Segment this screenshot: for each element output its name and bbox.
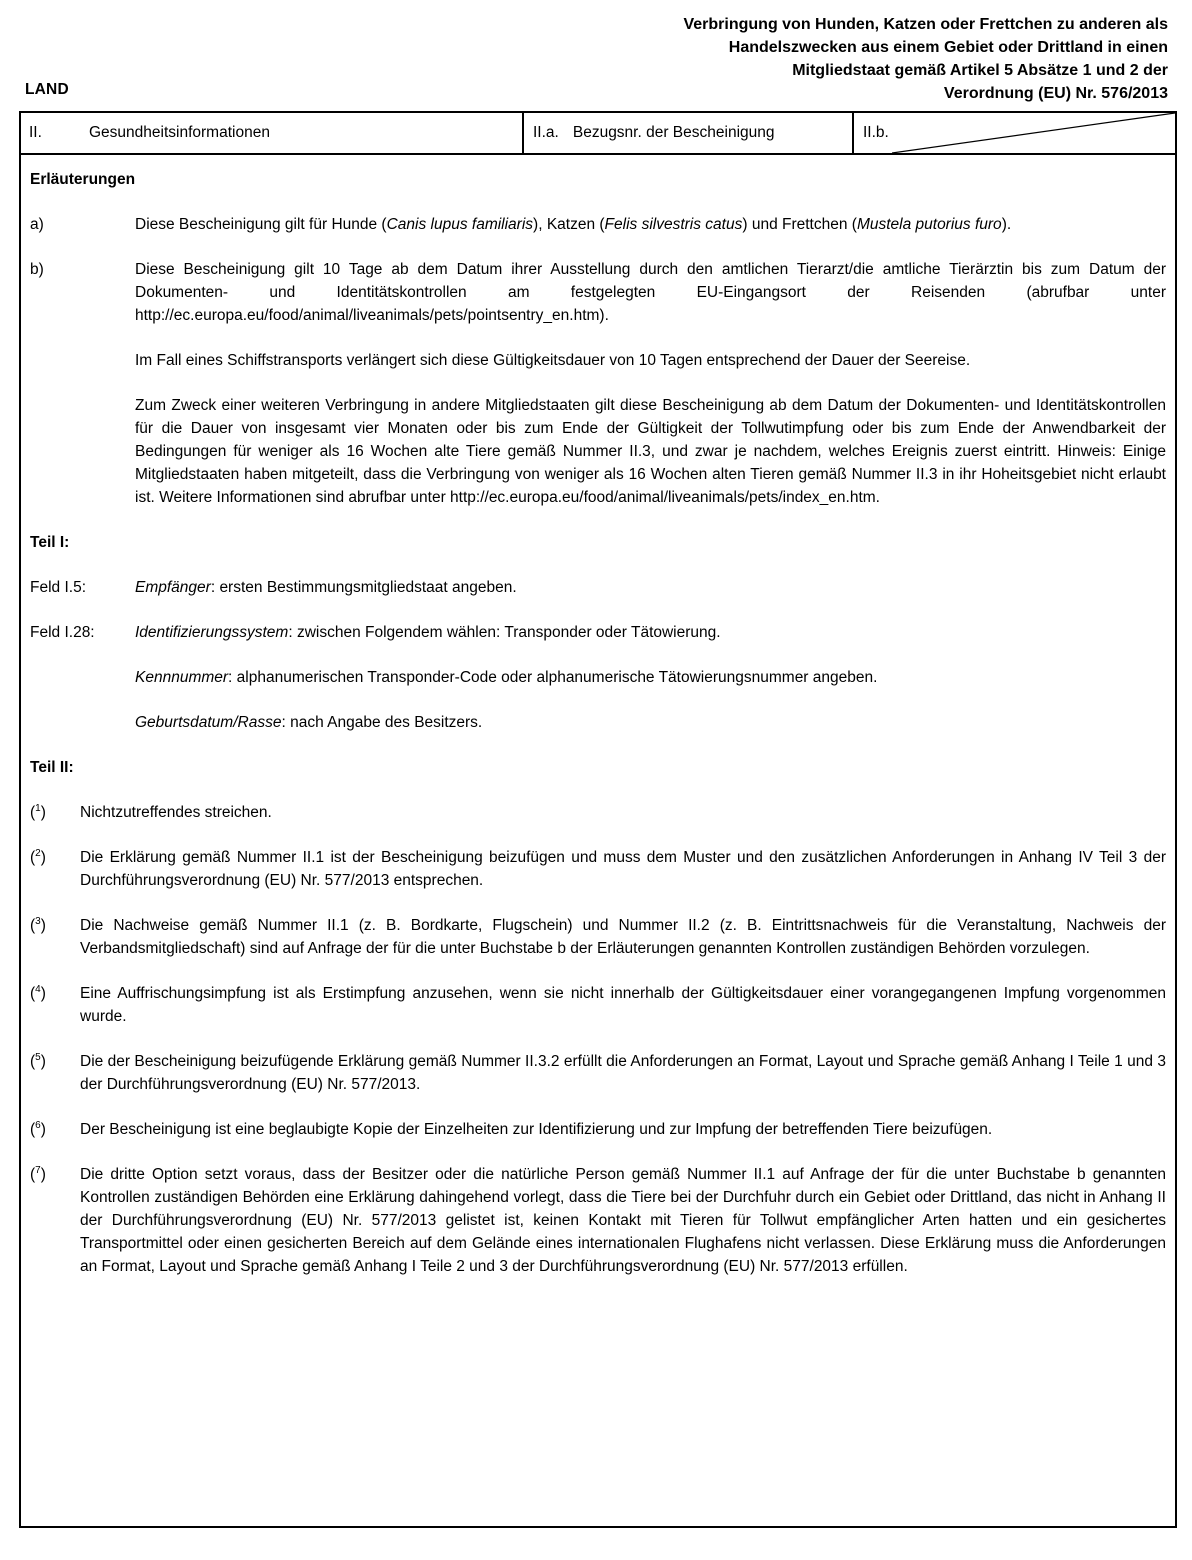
footnote-6-marker: ($^6$) [30,1120,46,1138]
note-item-b-paragraph-1: Diese Bescheinigung gilt 10 Tage ab dem Datum ihrer Ausstellung durch den amtlichen Tierarzt/die amtliche Tierärztin bis zum Datum der Dokumenten- und Identitätskontrollen am festgelegten EU-Eingangsort der Reisenden (abrufbar unter http://ec.europa.eu/food/animal/liveanimals/pets/pointsentry_en.htm). [135,261,1166,324]
part1-field-i5-label: Feld I.5: [30,579,86,596]
footnote-7-marker: ($^7$) [30,1165,46,1183]
footnote-6 [30,1118,1166,1141]
footnote-4-text: Eine Auffrischungsimpfung ist als Erstimpfung anzusehen, wenn sie nicht innerhalb der Gültigkeitsdauer einer vorangegangenen Impfung vorgenommen wurde. [80,985,1166,1025]
header-cell-reference-number [522,113,852,153]
part2-heading: Teil II: [30,759,74,776]
explanatory-notes-content [21,155,1175,1278]
footnote-1-text: Nichtzutreffendes streichen. [80,804,272,821]
footnote-2-marker: ($^2$) [30,848,46,866]
section-label-reference-number: Bezugsnr. der Bescheinigung [572,124,775,141]
header-cell-health-info [21,113,522,153]
part1-field-kennnummer-text: Kennnummer: alphanumerischen Transponder-Code oder alphanumerische Tätowierungsnummer angeben. [135,669,878,686]
part1-field-kennnummer-label [30,666,135,689]
footnote-5 [30,1050,1166,1096]
footnote-6-text: Der Bescheinigung ist eine beglaubigte Kopie der Einzelheiten zur Identifizierung und zur Impfung der betreffenden Tiere beizufügen. [80,1121,993,1138]
footnote-3-marker: ($^3$) [30,916,46,934]
note-item-a [30,213,1166,236]
note-item-a-label: a) [30,216,44,233]
part1-field-geburtsdatum-label [30,711,135,734]
note-item-b-text [135,258,1166,509]
part1-field-geburtsdatum-text: Geburtsdatum/Rasse: nach Angabe des Besitzers. [135,714,483,731]
part1-field-i28-text: Identifizierungssystem: zwischen Folgendem wählen: Transponder oder Tätowierung. [135,624,721,641]
section-code-iib: II.b. [863,124,889,141]
footnote-4-marker: ($^4$) [30,984,46,1002]
diagonal-strike-line [892,113,1175,153]
footnote-1 [30,801,1166,824]
note-item-b [30,258,1166,509]
footnote-3-text: Die Nachweise gemäß Nummer II.1 (z. B. Bordkarte, Flugschein) und Nummer II.2 (z. B. Eintrittsnachweis für die Veranstaltung, Nachweis der Verbandsmitgliedschaft) sind auf Anfrage der für die unter Buchstabe b der Erläuterungen genannten Kontrollen zuständigen Behörden vorzulegen. [80,917,1166,957]
header-cell-iib [852,113,1175,153]
note-item-b-label: b) [30,261,44,278]
title-line-4: Verordnung (EU) Nr. 576/2013 [943,85,1168,102]
title-line-2: Handelszwecken aus einem Gebiet oder Drittland in einen [728,39,1168,56]
title-line-1: Verbringung von Hunden, Katzen oder Frettchen zu anderen als [683,16,1168,33]
footnote-3 [30,914,1166,960]
country-label: LAND [25,81,69,98]
part1-field-i28-label: Feld I.28: [30,624,95,641]
section-header-row [21,113,1175,155]
note-item-a-text: Diese Bescheinigung gilt für Hunde (Canis lupus familiaris), Katzen (Felis silvestris catus) und Frettchen (Mustela putorius furo). [135,216,1012,233]
footnote-1-marker: ($^1$) [30,803,46,821]
certificate-main-box [19,111,1177,1528]
note-item-b-paragraph-2: Im Fall eines Schiffstransports verlängert sich diese Gültigkeitsdauer von 10 Tagen entsprechend der Dauer der Seereise. [135,352,971,369]
part1-field-i5-text: Empfänger: ersten Bestimmungsmitgliedstaat angeben. [135,579,517,596]
footnote-2-text: Die Erklärung gemäß Nummer II.1 ist der Bescheinigung beizufügen und muss dem Muster und den zusätzlichen Anforderungen in Anhang IV Teil 3 der Durchführungsverordnung (EU) Nr. 577/2013 entsprechen. [80,849,1166,889]
footnote-5-text: Die der Bescheinigung beizufügende Erklärung gemäß Nummer II.3.2 erfüllt die Anforderungen an Format, Layout und Sprache gemäß Anhang I Teile 1 und 3 der Durchführungsverordnung (EU) Nr. 577/2013. [80,1053,1166,1093]
section-code-iia: II.a. [533,124,559,141]
section-label-health-info: Gesundheitsinformationen [89,124,270,141]
document-title [508,13,1168,105]
footnote-7-text: Die dritte Option setzt voraus, dass der Besitzer oder die natürliche Person gemäß Nummer II.1 auf Anfrage der für die unter Buchstabe b genannten Kontrollen zuständigen Behörden eine Erklärung dahingehend vorlegt, dass die Tiere bei der Durchfuhr durch ein Gebiet oder Drittland, das nicht in Anhang II der Durchführungsverordnung (EU) Nr. 577/2013 gelistet ist, keinen Kontakt mit Tieren für Tollwut empfänglicher Arten hatten und ein gesichertes Transportmittel oder einen gesicherten Bereich auf dem Gelände eines internationalen Flughafens nicht verlassen. Diese Erklärung muss die Anforderungen an Format, Layout und Sprache gemäß Anhang I Teile 2 und 3 der Durchführungsverordnung (EU) Nr. 577/2013 erfüllen. [80,1166,1166,1275]
part1-heading: Teil I: [30,534,70,551]
title-line-3: Mitgliedstaat gemäß Artikel 5 Absätze 1 und 2 der [792,62,1168,79]
part1-field-i28 [30,621,1166,644]
section-code-ii: II. [29,124,42,141]
part1-field-i5 [30,576,1166,599]
notes-heading: Erläuterungen [30,171,136,188]
footnote-5-marker: ($^5$) [30,1052,46,1070]
footnote-4 [30,982,1166,1028]
part1-field-kennnummer [30,666,1166,689]
footnote-7 [30,1163,1166,1278]
footnote-2 [30,846,1166,892]
part1-field-geburtsdatum [30,711,1166,734]
note-item-b-paragraph-3: Zum Zweck einer weiteren Verbringung in andere Mitgliedstaaten gilt diese Bescheinigung ab dem Datum der Dokumenten- und Identitätskontrollen für die Dauer von insgesamt vier Monaten oder bis zum Ende der Gültigkeit der Tollwutimpfung oder bis zum Ende der Anwendbarkeit der Bedingungen für weniger als 16 Wochen alte Tiere gemäß Nummer II.3, und zwar je nachdem, welches Ereignis zuerst eintritt. Hinweis: Einige Mitgliedstaaten haben mitgeteilt, dass die Verbringung von weniger als 16 Wochen alten Tieren gemäß Nummer II.3 in ihr Hoheitsgebiet nicht erlaubt ist. Weitere Informationen sind abrufbar unter http://ec.europa.eu/food/animal/liveanimals/pets/index_en.htm. [135,397,1166,506]
